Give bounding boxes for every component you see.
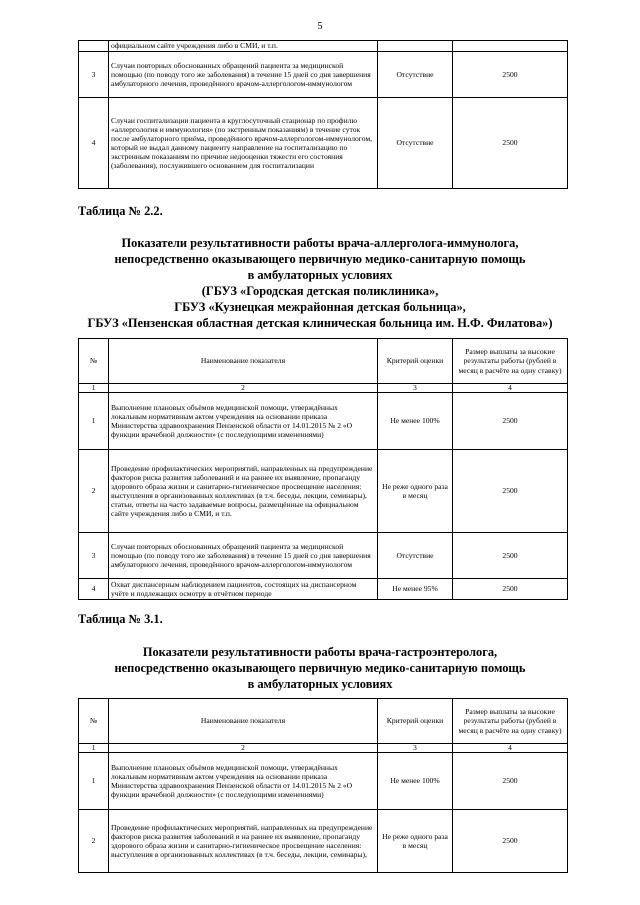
column-index: 3 [378, 744, 453, 753]
table-row [79, 98, 568, 189]
header-amount: Размер выплаты за высокие результаты работы (рублей в месяц в расчёте на одну ставку) [453, 339, 568, 384]
indicator-text: официальном сайте учреждения либо в СМИ, и т.п. [109, 41, 378, 52]
table-header-row [79, 699, 568, 744]
amount-cell: 2500 [453, 579, 568, 600]
heading-line: непосредственно оказывающего первичную медико-санитарную помощь [114, 252, 526, 266]
amount-cell: 2500 [453, 753, 568, 810]
column-index: 3 [378, 384, 453, 393]
column-index: 2 [109, 744, 378, 753]
column-index-row [79, 384, 568, 393]
indicator-text: Охват диспансерным наблюдением пациентов, состоящих на диспансерном учёте и подлежащих осмотру в отчётном периоде [109, 579, 378, 600]
header-name: Наименование показателя [109, 699, 378, 744]
row-number [79, 41, 109, 52]
section-heading-2-2 [40, 235, 600, 331]
indicator-text: Случаи повторных обоснованных обращений пациента за медицинской помощью (по поводу того же заболевания) в течение 15 дней со дня завершения амбулаторного лечения, проведённого врачом-аллергологом-иммунологом [109, 52, 378, 98]
amount-cell [453, 41, 568, 52]
table-row [79, 810, 568, 873]
criterion-cell: Не менее 100% [378, 753, 453, 810]
indicators-table-2-2 [78, 338, 568, 600]
heading-line: непосредственно оказывающего первичную медико-санитарную помощь [114, 661, 526, 675]
row-number: 1 [79, 393, 109, 450]
indicator-text: Случаи повторных обоснованных обращений пациента за медицинской помощью (по поводу того же заболевания) в течение 15 дней со дня завершения амбулаторного лечения, проведённого врачом-аллергологом-иммунологом [109, 533, 378, 579]
row-number: 2 [79, 450, 109, 533]
table-row [79, 753, 568, 810]
column-index: 1 [79, 384, 109, 393]
table-row [79, 41, 568, 52]
criterion-cell: Отсутствие [378, 52, 453, 98]
row-number: 1 [79, 753, 109, 810]
column-index: 1 [79, 744, 109, 753]
heading-line: в амбулаторных условиях [247, 268, 393, 282]
heading-line: в амбулаторных условиях [247, 677, 393, 691]
row-number: 3 [79, 52, 109, 98]
heading-line: ГБУЗ «Кузнецкая межрайонная детская больница», [174, 300, 466, 314]
criterion-cell: Отсутствие [378, 533, 453, 579]
column-index-row [79, 744, 568, 753]
header-amount: Размер выплаты за высокие результаты работы (рублей в месяц в расчёте на одну ставку) [453, 699, 568, 744]
table-header-row [79, 339, 568, 384]
criterion-cell: Не реже одного раза в месяц [378, 810, 453, 873]
criterion-cell: Не менее 100% [378, 393, 453, 450]
table-row [79, 52, 568, 98]
indicators-table-3-1 [78, 698, 568, 873]
row-number: 3 [79, 533, 109, 579]
column-index: 2 [109, 384, 378, 393]
row-number: 2 [79, 810, 109, 873]
indicator-text: Проведение профилактических мероприятий, направленных на предупреждение факторов риска развития заболеваний и на раннее их выявление, пропаганду здорового образа жизни и санитарно-гигиеническое просвещение населения: выступления в организованных коллективах (в т.ч. беседы, лекции, семинары), статьи, ответы на часто задаваемые вопросы, размещённые на официальном сайте учреждения либо в СМИ, и т.п. [109, 450, 378, 533]
table-row [79, 533, 568, 579]
section-heading-3-1 [40, 644, 600, 692]
row-number: 4 [79, 98, 109, 189]
page-number: 5 [317, 21, 323, 32]
column-index: 4 [453, 384, 568, 393]
heading-line: Показатели результативности работы врача-гастроэнтеролога, [142, 645, 498, 659]
table-label-3-1: Таблица № 3.1. [78, 612, 163, 626]
heading-line: Показатели результативности работы врача-аллерголога-иммунолога, [121, 236, 519, 250]
amount-cell: 2500 [453, 533, 568, 579]
header-number: № [79, 339, 109, 384]
amount-cell: 2500 [453, 393, 568, 450]
indicator-text: Выполнение плановых объёмов медицинской помощи, утверждённых локальным нормативным актом учреждения на основании приказа Министерства здравоохранения Пензенской области от 14.01.2015 № 2 «О функции врачебной должности» (с последующими изменениями) [109, 753, 378, 810]
indicator-text: Выполнение плановых объёмов медицинской помощи, утверждённых локальным нормативным актом учреждения на основании приказа Министерства здравоохранения Пензенской области от 14.01.2015 № 2 «О функции врачебной должности» (с последующими изменениями) [109, 393, 378, 450]
table-row [79, 579, 568, 600]
indicator-text: Проведение профилактических мероприятий, направленных на предупреждение факторов риска развития заболеваний и на раннее их выявление, пропаганду здорового образа жизни и санитарно-гигиеническое просвещение населения: выступления в организованных коллективах (в т.ч. беседы, лекции, семинары), [109, 810, 378, 873]
indicator-text: Случаи госпитализации пациента в круглосуточный стационар по профилю «аллергология и иммунология» (по экстренным показаниям) в течение суток после амбулаторного приёма, проведённого врачом-аллергологом-иммунологом, который не выдал данному пациенту направление на госпитализацию по экстренным показаниям по причине недооценки тяжести его состояния (заболевания), послужившего основанием для госпитализации [109, 98, 378, 189]
continuation-table [78, 40, 568, 189]
table-label-2-2: Таблица № 2.2. [78, 204, 163, 218]
criterion-cell: Не менее 95% [378, 579, 453, 600]
amount-cell: 2500 [453, 450, 568, 533]
amount-cell: 2500 [453, 810, 568, 873]
column-index: 4 [453, 744, 568, 753]
amount-cell: 2500 [453, 52, 568, 98]
row-number: 4 [79, 579, 109, 600]
table-row [79, 393, 568, 450]
heading-line: ГБУЗ «Пензенская областная детская клиническая больница им. Н.Ф. Филатова») [87, 316, 553, 330]
header-criterion: Критерий оценки [378, 699, 453, 744]
table-row [79, 450, 568, 533]
heading-line: (ГБУЗ «Городская детская поликлиника», [201, 284, 439, 298]
header-criterion: Критерий оценки [378, 339, 453, 384]
criterion-cell [378, 41, 453, 52]
criterion-cell: Отсутствие [378, 98, 453, 189]
criterion-cell: Не реже одного раза в месяц [378, 450, 453, 533]
header-number: № [79, 699, 109, 744]
amount-cell: 2500 [453, 98, 568, 189]
header-name: Наименование показателя [109, 339, 378, 384]
